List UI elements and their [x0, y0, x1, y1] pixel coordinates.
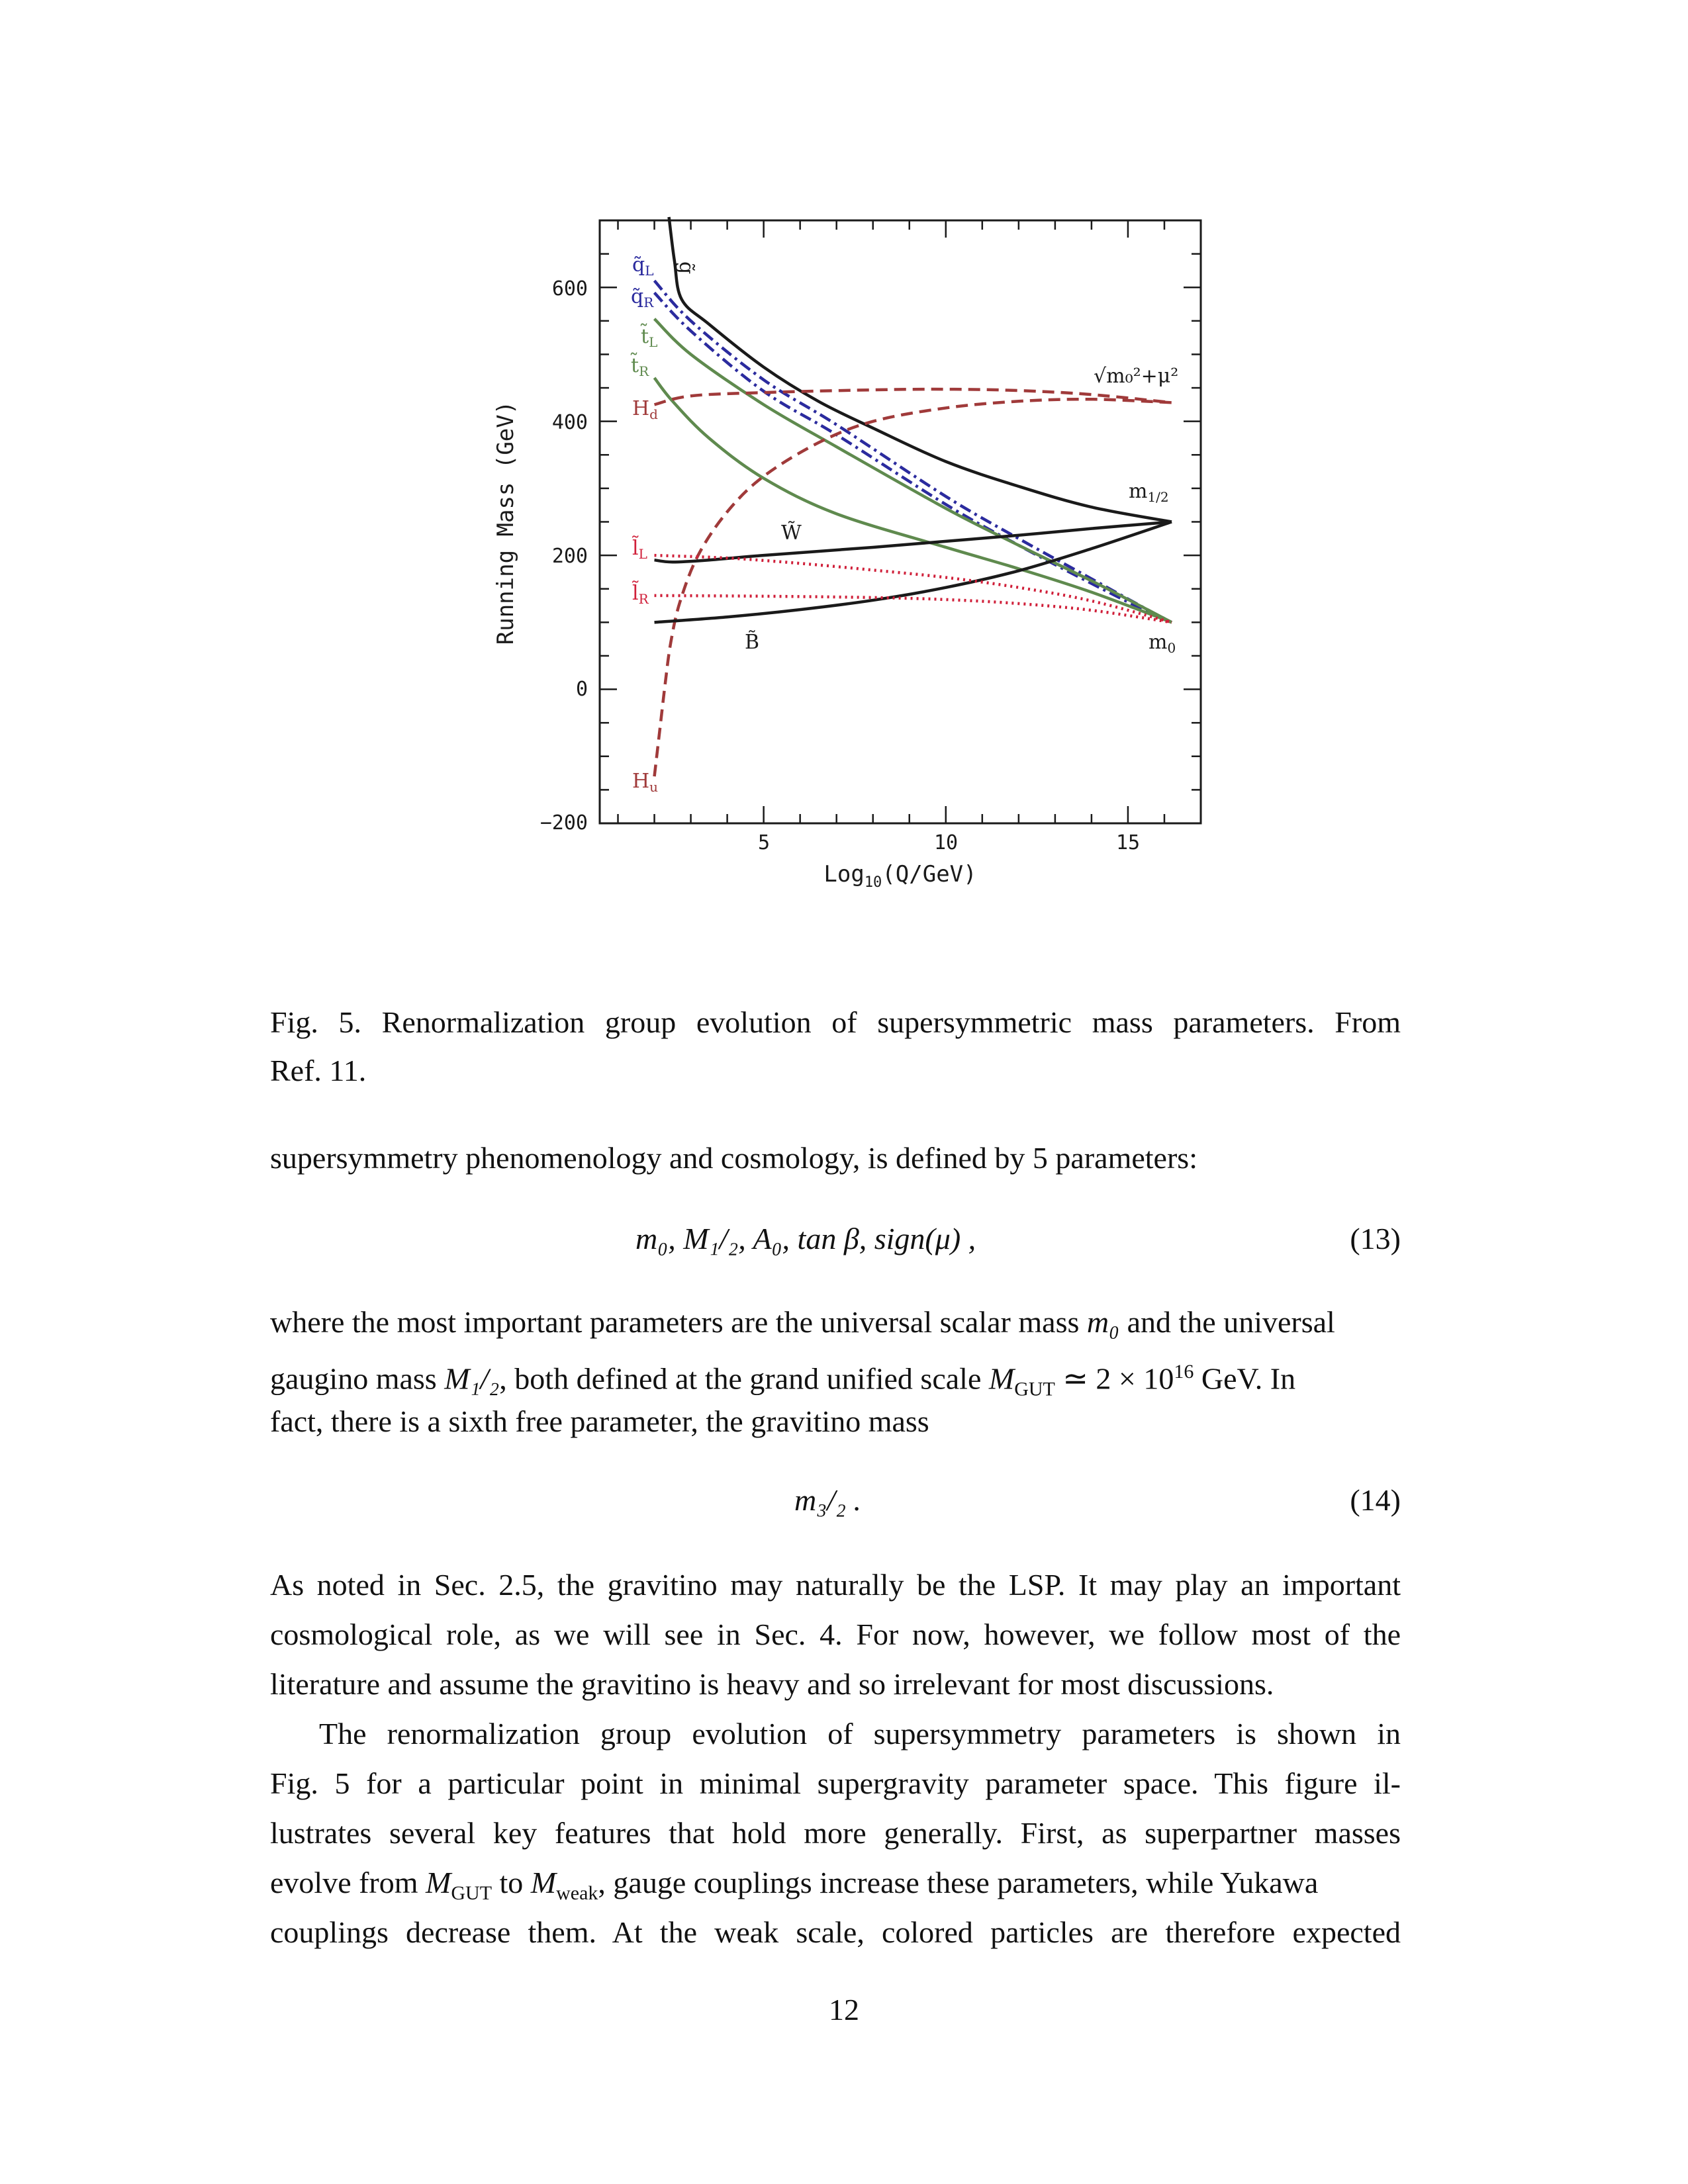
annotation-m-half: $m_{1/2}$	[1129, 480, 1169, 505]
equation-14: m₃/₂ .	[794, 1483, 861, 1517]
figure-caption-line-2: Ref. 11.	[270, 1054, 367, 1087]
body-text-line: As noted in Sec. 2.5, the gravitino may naturally be the LSP. It may play an important	[270, 1568, 1401, 1602]
curve-lR	[655, 596, 1172, 622]
ytick-label: −200	[539, 811, 588, 835]
label-Hd: $H_d$	[632, 397, 658, 422]
body-text-line: supersymmetry phenomenology and cosmology, is defined by 5 parameters:	[270, 1141, 1197, 1175]
body-text-line: cosmological role, as we will see in Sec. 4. For now, however, we follow most of the	[270, 1617, 1401, 1651]
annotation-sqrt: √m₀²+μ²	[1094, 365, 1179, 388]
body-text-line: where the most important parameters are the universal scalar mass m₀ and the universal	[270, 1305, 1335, 1339]
ytick-label: 0	[575, 678, 588, 701]
curve-lL	[655, 555, 1172, 622]
body-text-line: evolve from $M_{GUT}$ to $M_{weak}$, gauge couplings increase these parameters, while Yukawa	[270, 1866, 1319, 1905]
xtick-label: 5	[757, 831, 771, 854]
body-text-line: gaugino mass M₁/₂, both defined at the grand unified scale $M_{GUT}$ ≃ $2 \times 10^{16}$ GeV. In	[270, 1361, 1296, 1400]
body-text-line: fact, there is a sixth free parameter, the gravitino mass	[270, 1404, 929, 1438]
y-axis-label: Running Mass (GeV)	[492, 400, 519, 645]
curve-qL	[655, 281, 1172, 622]
curve-wino	[655, 522, 1172, 563]
body-text-line: lustrates several key features that hold more generally. First, as superpartner masses	[270, 1816, 1401, 1850]
label-lR: $l̃_R$	[632, 582, 649, 607]
label-tR: $t̃_R$	[631, 354, 649, 379]
body-text-line: Fig. 5 for a particular point in minimal supergravity parameter space. This figure il-	[270, 1766, 1401, 1800]
curves	[655, 217, 1172, 776]
page-number: 12	[829, 1993, 859, 2026]
label-bino: B̃	[745, 631, 760, 654]
rge-chart	[0, 0, 1688, 940]
ytick-label: 400	[551, 411, 588, 434]
equation-14-number: (14)	[1350, 1483, 1401, 1517]
ytick-label: 600	[551, 277, 588, 300]
equation-13: m₀, M₁/₂, A₀, tan β, sign(μ) ,	[635, 1222, 976, 1255]
xtick-label: 15	[1115, 831, 1141, 854]
label-wino: W̃	[781, 522, 802, 545]
label-tL: $t̃_L$	[641, 325, 658, 350]
figure-caption-line-1: Fig. 5. Renormalization group evolution of supersymmetric mass parameters. From	[270, 1005, 1401, 1039]
body-text-line: literature and assume the gravitino is heavy and so irrelevant for most discussions.	[270, 1667, 1274, 1701]
label-qR: $q̃_R$	[631, 285, 654, 310]
label-gluino: g̃	[675, 261, 698, 275]
xtick-label: 10	[933, 831, 959, 854]
body-text-line: The renormalization group evolution of supersymmetry parameters is shown in	[319, 1717, 1401, 1751]
label-lL: $l̃_L$	[632, 537, 647, 562]
x-axis-label: Log$_{10}$(Q/GeV)	[823, 861, 977, 891]
annotation-m0: $m_0$	[1149, 631, 1176, 656]
body-text-line: couplings decrease them. At the weak scale, colored particles are therefore expected	[270, 1915, 1401, 1949]
ytick-label: 200	[551, 545, 588, 568]
curve-Hd	[655, 389, 1172, 404]
label-qL: $q̃_L$	[632, 253, 654, 279]
equation-13-number: (13)	[1350, 1222, 1401, 1255]
label-Hu: $H_u$	[632, 770, 659, 795]
